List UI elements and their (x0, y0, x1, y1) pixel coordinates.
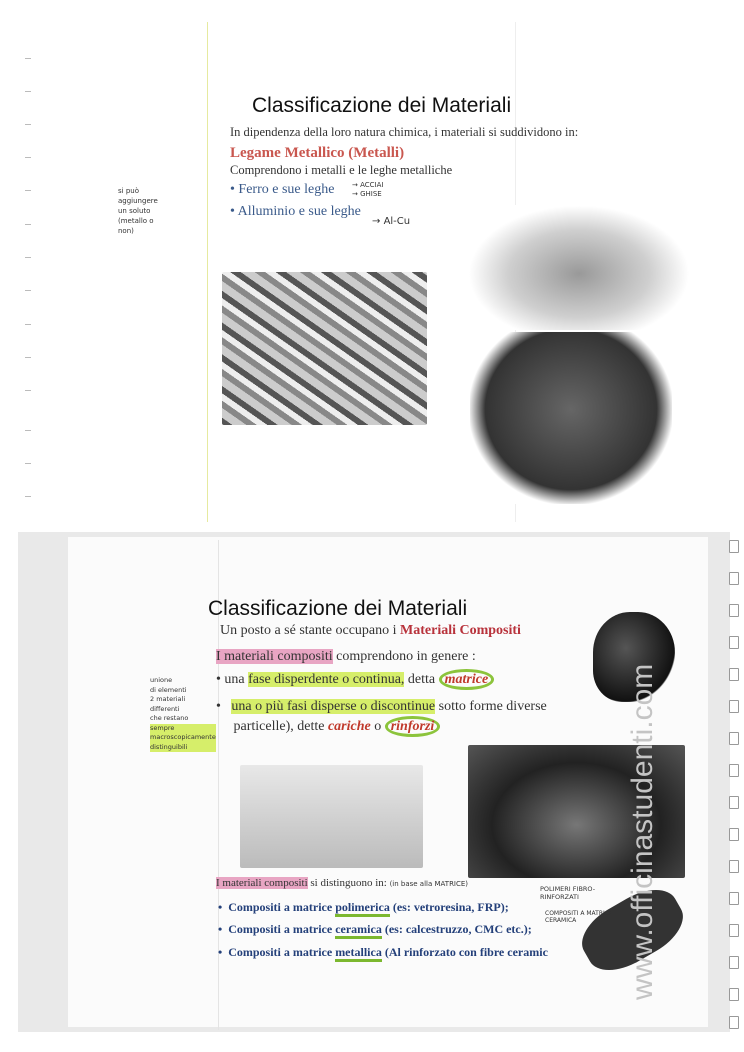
bullet-alluminio: • Alluminio e sue leghe (230, 204, 361, 219)
car-frame-image (468, 205, 690, 330)
slide2-title: Classificazione dei Materiali (208, 597, 468, 620)
distinguish-line: I materiali compositi si distinguono in: (in base alla MATRICE) (216, 877, 469, 889)
slide2-line2: I materiali compositi comprendono in genere : (216, 649, 476, 664)
metal-tubes-image (222, 272, 427, 425)
slide1-title: Classificazione dei Materiali (252, 94, 512, 117)
list-item-ceramica: • Compositi a matrice ceramica (es: calcestruzzo, CMC etc.); (218, 922, 532, 937)
slide2-intro: Un posto a sé stante occupano i Materiali Compositi (220, 623, 521, 638)
bullet-ferro: • Ferro e sue leghe (230, 182, 335, 197)
list-item-metallica: • Compositi a matrice metallica (Al rinforzato con fibre ceramic (218, 945, 548, 960)
slide1-heading: Legame Metallico (Metalli) (230, 145, 405, 161)
margin-note-2: unione di elementi 2 materiali differenti che restano sempre macroscopicamente distinguibili (150, 676, 216, 751)
manhole-cover-image (470, 332, 672, 504)
slide2-bullet1: • una fase disperdente o continua, detta matrice (216, 672, 494, 688)
slide1-subtext: Comprendono i metalli e le leghe metalliche (230, 163, 453, 177)
note-polimerica: POLIMERI FIBRO-RINFORZATI (540, 885, 596, 901)
list-item-polimerica: • Compositi a matrice polimerica (es: vetroresina, FRP); (218, 900, 509, 915)
slide1-intro: In dipendenza della loro natura chimica, i materiali si suddividono in: (230, 125, 579, 139)
annotation-ferro: → ACCIAI → GHISE (352, 181, 384, 198)
note-ceramica: COMPOSITI A MATRICE CERAMICA (545, 910, 613, 924)
bicycle-image (240, 765, 423, 868)
annotation-alluminio: → Al-Cu (372, 216, 411, 227)
slide2-bullet2: • una o più fasi disperse o discontinue sotto forme diverse particelle), dette cariche o rinforzi (216, 697, 547, 737)
margin-line (207, 22, 208, 522)
margin-note-1: si può aggiungere un soluto (metallo o non) (118, 187, 158, 235)
watermark: www.officinastudenti.com (626, 663, 659, 1000)
